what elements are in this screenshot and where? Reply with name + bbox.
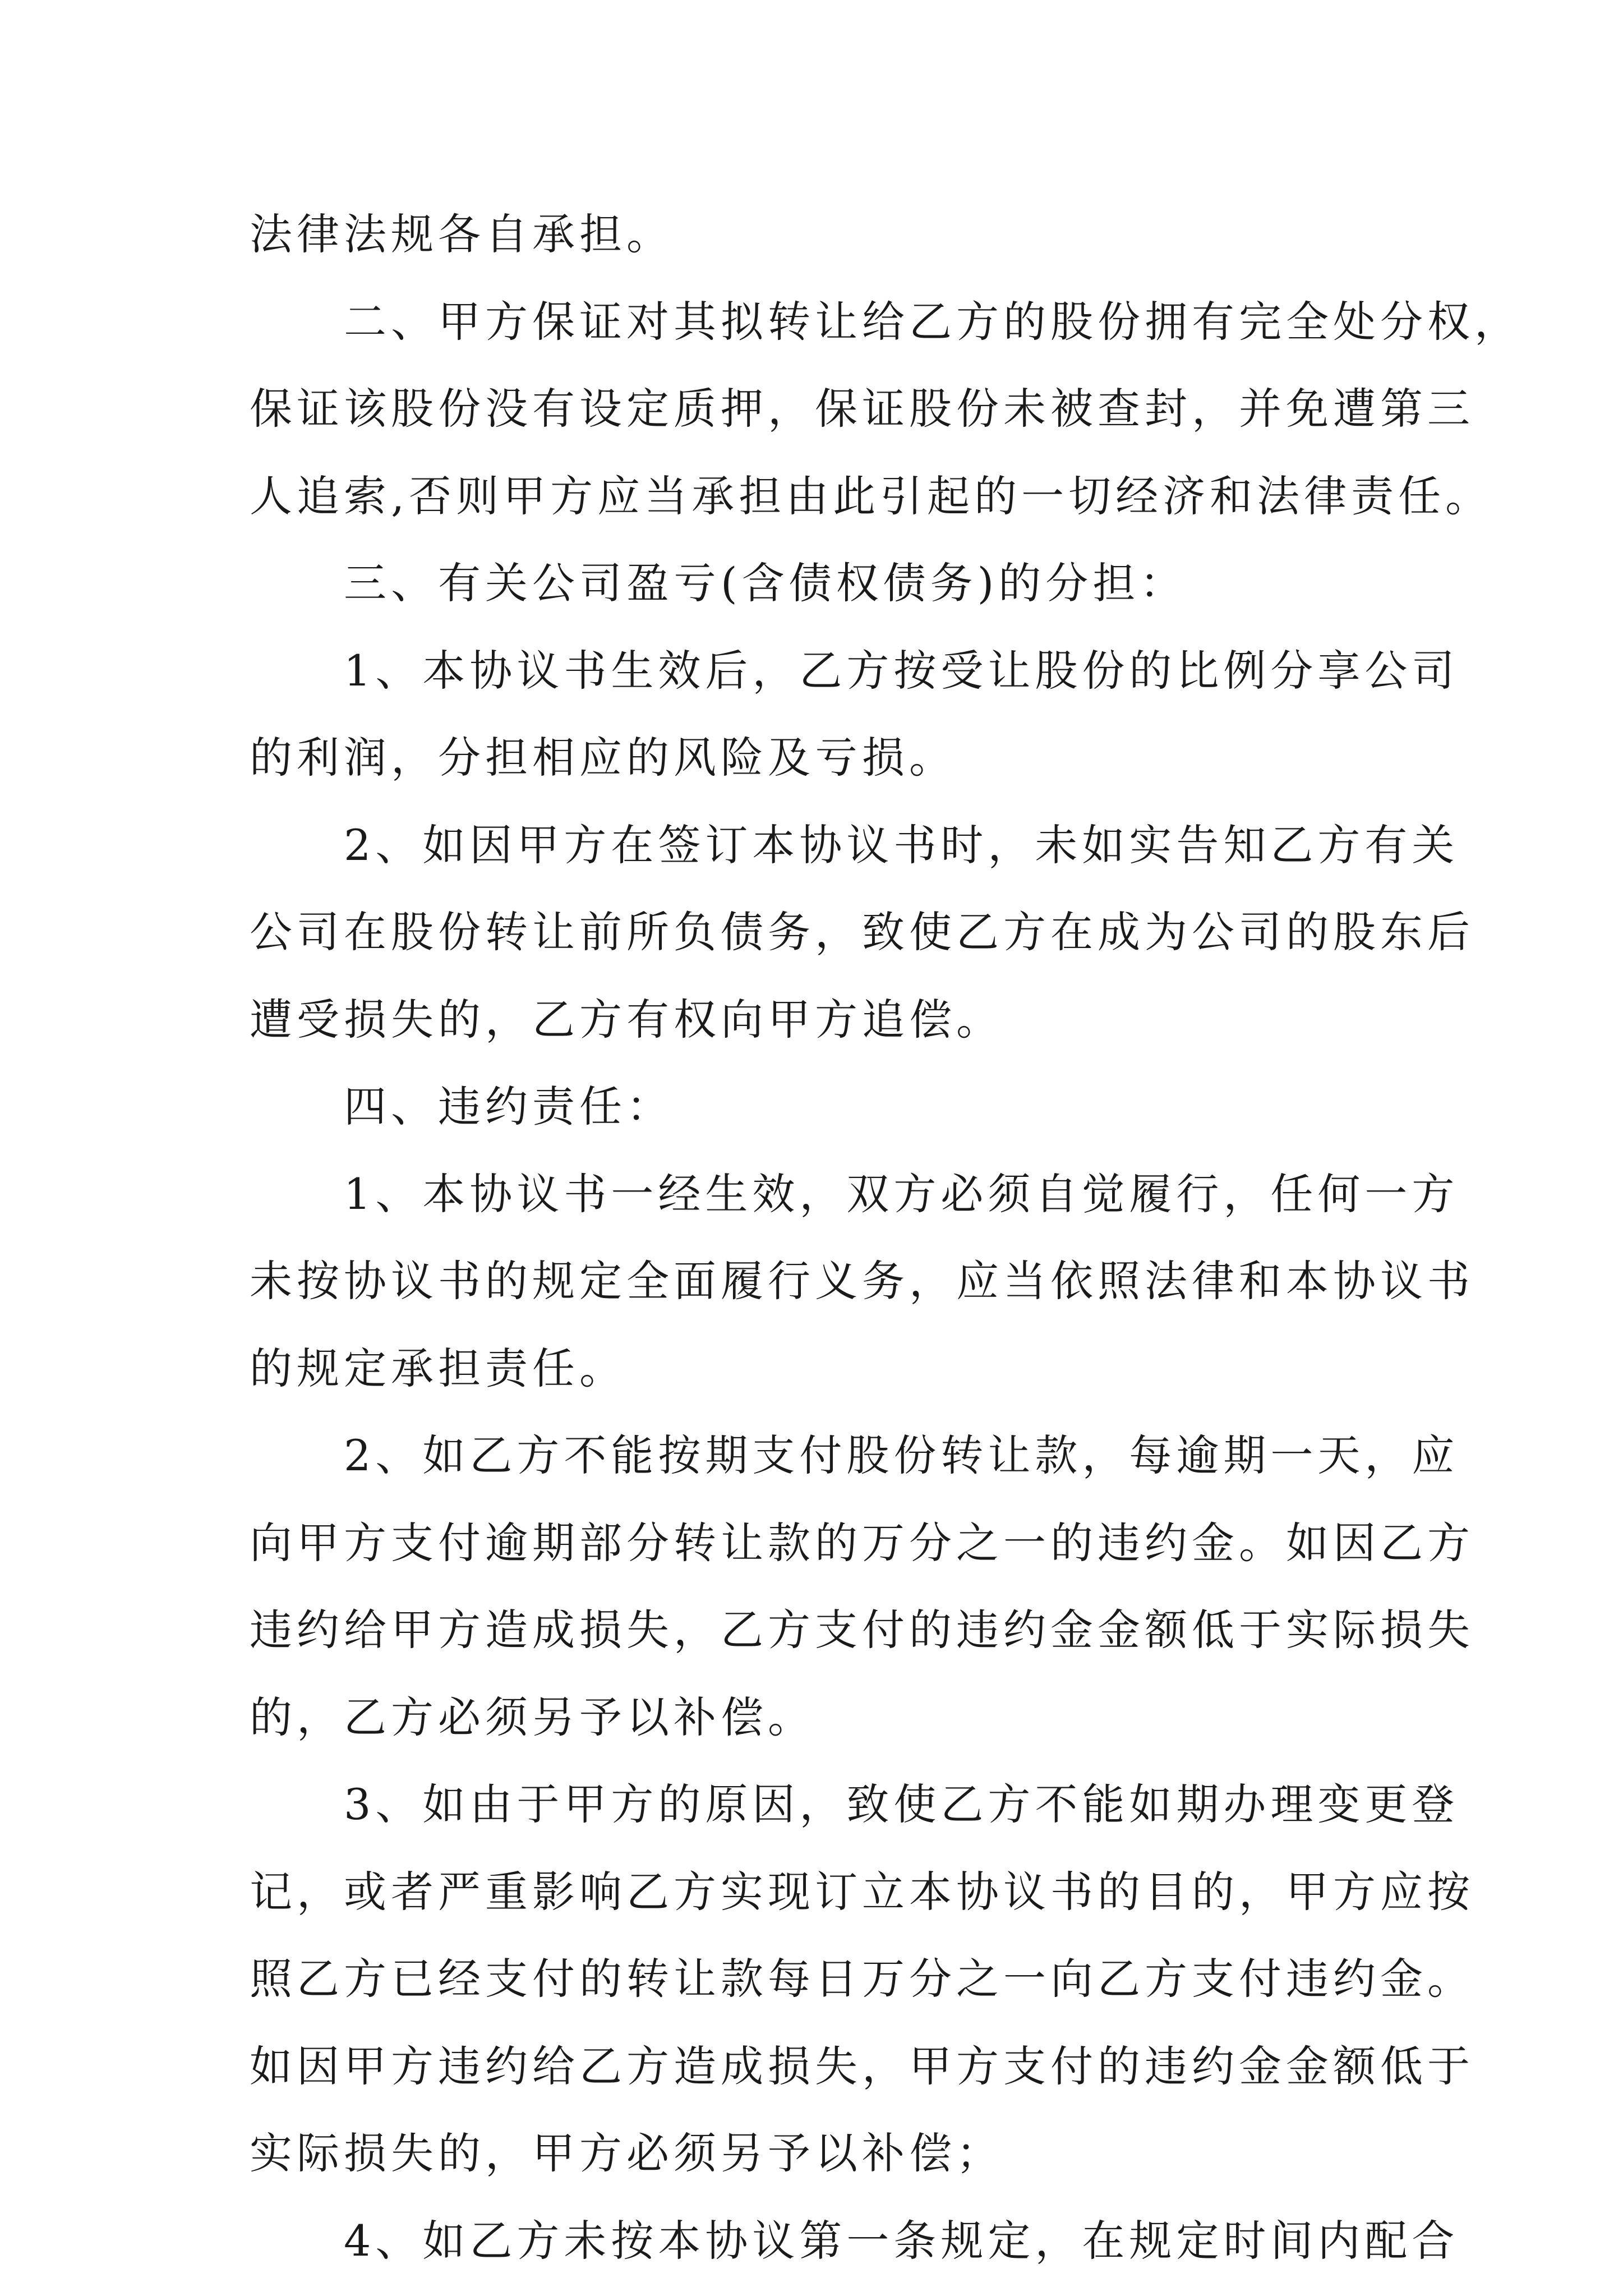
paragraph-clause-4-item-1 bbox=[250, 1151, 1474, 1412]
text-line: 的，乙方必须另予以补偿。 bbox=[250, 1692, 815, 1742]
paragraph-clause-4-item-4 bbox=[250, 2197, 1459, 2285]
text-line: 四、违约责任： bbox=[344, 1082, 674, 1131]
text-line: 三、有关公司盈亏(含债权债务)的分担： bbox=[344, 558, 1187, 608]
text-line: 遭受损失的，乙方有权向甲方追偿。 bbox=[250, 994, 1003, 1045]
paragraph-clause-4-item-2 bbox=[250, 1412, 1474, 1761]
text-line: 未按协议书的规定全面履行义务，应当依照法律和本协议书 bbox=[250, 1256, 1474, 1306]
text-line: 4、如乙方未按本协议第一条规定，在规定时间内配合 bbox=[344, 2215, 1459, 2266]
paragraph-clause-4-item-3 bbox=[250, 1761, 1474, 2197]
text-line: 保证该股份没有设定质押，保证股份未被查封，并免遭第三 bbox=[250, 384, 1474, 434]
text-line: 违约给甲方造成损失，乙方支付的违约金金额低于实际损失 bbox=[250, 1605, 1474, 1655]
text-line: 二、甲方保证对其拟转让给乙方的股份拥有完全处分权， bbox=[344, 296, 1521, 347]
text-line: 记，或者严重影响乙方实现订立本协议书的目的，甲方应按 bbox=[250, 1866, 1474, 1917]
text-line: 的利润，分担相应的风险及亏损。 bbox=[250, 733, 956, 783]
text-line: 法律法规各自承担。 bbox=[250, 209, 674, 259]
paragraph-continuation bbox=[250, 191, 1382, 278]
text-line: 1、本协议书一经生效，双方必须自觉履行，任何一方 bbox=[344, 1168, 1459, 1219]
text-line: 2、如因甲方在签订本协议书时，未如实告知乙方有关 bbox=[344, 820, 1459, 870]
text-line: 照乙方已经支付的转让款每日万分之一向乙方支付违约金。 bbox=[250, 1954, 1474, 2004]
text-line: 人追索,否则甲方应当承担由此引起的一切经济和法律责任。 bbox=[250, 471, 1493, 521]
text-line: 1、本协议书生效后，乙方按受让股份的比例分享公司 bbox=[344, 645, 1459, 696]
paragraph-clause-3-heading bbox=[250, 540, 1382, 627]
text-line: 的规定承担责任。 bbox=[250, 1343, 626, 1393]
text-line: 如因甲方违约给乙方造成损失，甲方支付的违约金金额低于 bbox=[250, 2041, 1474, 2091]
paragraph-clause-2 bbox=[250, 278, 1521, 540]
text-line: 2、如乙方不能按期支付股份转让款，每逾期一天，应 bbox=[344, 1430, 1459, 1480]
text-line: 实际损失的，甲方必须另予以补偿； bbox=[250, 2128, 1003, 2178]
text-line: 公司在股份转让前所负债务，致使乙方在成为公司的股东后 bbox=[250, 907, 1474, 957]
document-body bbox=[250, 191, 1521, 2284]
paragraph-clause-3-item-1 bbox=[250, 627, 1459, 802]
text-line: 向甲方支付逾期部分转让款的万分之一的违约金。如因乙方 bbox=[250, 1517, 1474, 1568]
paragraph-clause-4-heading bbox=[250, 1063, 1382, 1151]
paragraph-clause-3-item-2 bbox=[250, 802, 1474, 1064]
text-line: 3、如由于甲方的原因，致使乙方不能如期办理变更登 bbox=[344, 1779, 1459, 1829]
